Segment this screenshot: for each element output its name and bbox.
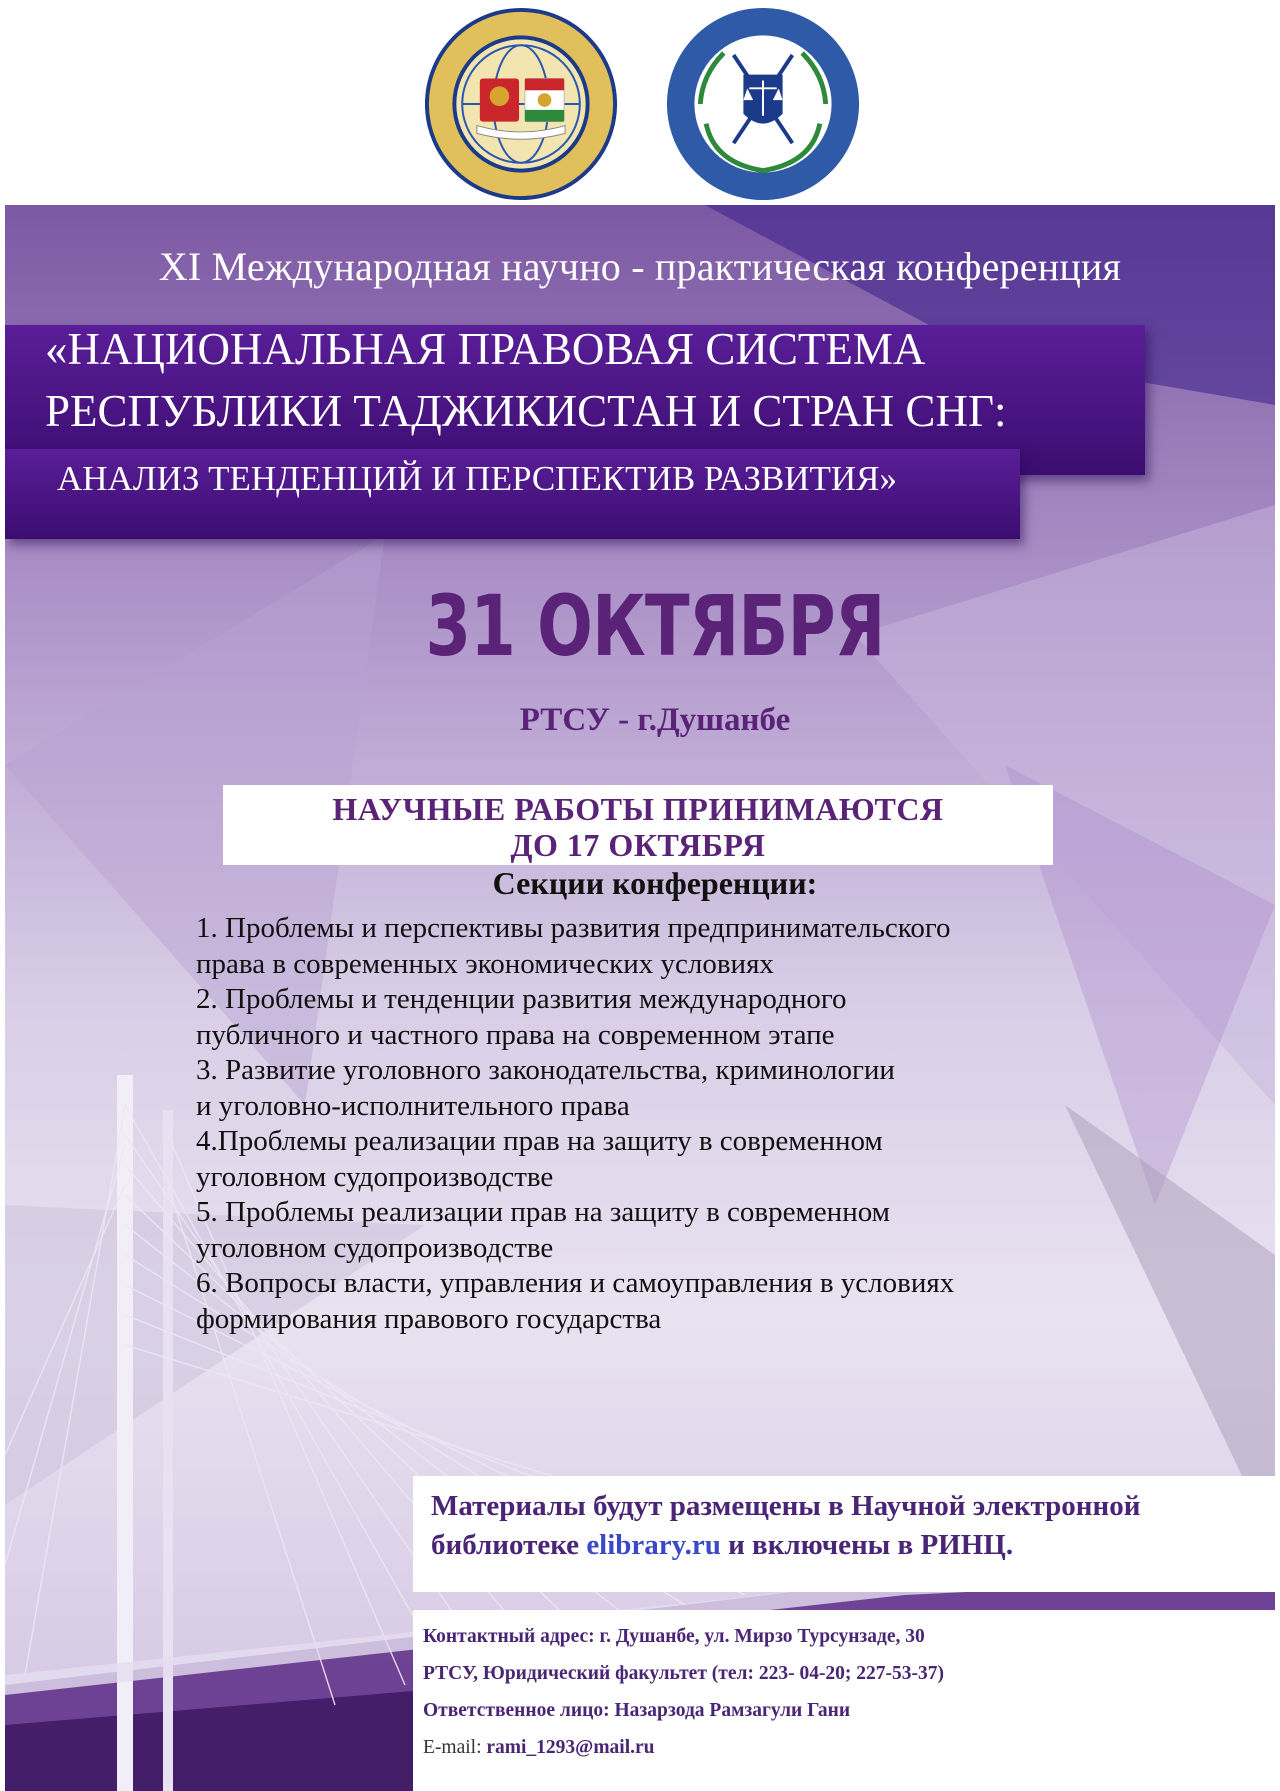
deadline-box bbox=[223, 785, 1053, 865]
law-faculty-emblem-logo bbox=[665, 6, 861, 202]
section-line: 3. Развитие уголовного законодательства, криминологии bbox=[196, 1054, 895, 1086]
section-line: формирования правового государства bbox=[196, 1302, 662, 1335]
contact-faculty: РТСУ, Юридический факультет (тел: 223- 04-20; 227-53-37) bbox=[423, 1663, 945, 1684]
theme-line-3: АНАЛИЗ ТЕНДЕНЦИЙ И ПЕРСПЕКТИВ РАЗВИТИЯ» bbox=[57, 459, 897, 498]
section-line: и уголовно-исполнительного права bbox=[196, 1089, 630, 1122]
conference-title: XI Международная научно - практическая конференция bbox=[158, 244, 1122, 289]
materials-prefix: библиотеке bbox=[431, 1529, 587, 1561]
contact-address: Контактный адрес: г. Душанбе, ул. Мирзо Турсунзаде, 30 bbox=[423, 1626, 925, 1647]
deadline-line-1: НАУЧНЫЕ РАБОТЫ ПРИНИМАЮТСЯ bbox=[332, 791, 944, 827]
section-line: 6. Вопросы власти, управления и самоуправления в условиях bbox=[196, 1267, 955, 1299]
law-faculty-emblem-icon bbox=[665, 6, 861, 202]
section-line: 2. Проблемы и тенденции развития международного bbox=[196, 983, 847, 1015]
contact-box bbox=[413, 1610, 1275, 1791]
event-place: РТСУ - г.Душанбе bbox=[519, 702, 791, 738]
deadline-line-2: ДО 17 ОКТЯБРЯ bbox=[510, 827, 766, 863]
contact-responsible: Ответственное лицо: Назарзода Рамзагули Гани bbox=[423, 1700, 851, 1721]
elibrary-link[interactable]: elibrary.ru bbox=[586, 1529, 721, 1561]
rtsu-emblem-logo bbox=[423, 6, 619, 202]
event-date: 31 ОКТЯБРЯ bbox=[425, 577, 885, 675]
theme-line-2: РЕСПУБЛИКИ ТАДЖИКИСТАН И СТРАН СНГ: bbox=[45, 386, 1007, 436]
section-line: уголовном судопроизводстве bbox=[196, 1231, 554, 1264]
section-line: 1. Проблемы и перспективы развития предпринимательского bbox=[196, 912, 951, 944]
email-link[interactable]: rami_1293@mail.ru bbox=[486, 1737, 655, 1758]
materials-suffix: и включены в РИНЦ. bbox=[720, 1529, 1014, 1561]
email-label: E-mail: bbox=[423, 1737, 487, 1758]
section-line: 4.Проблемы реализации прав на защиту в современном bbox=[196, 1125, 883, 1157]
logos-header bbox=[0, 0, 1280, 205]
materials-note bbox=[413, 1476, 1275, 1592]
section-line: права в современных экономических условиях bbox=[196, 947, 774, 980]
theme-line-1: «НАЦИОНАЛЬНАЯ ПРАВОВАЯ СИСТЕМА bbox=[45, 324, 926, 374]
materials-line-2 bbox=[431, 1526, 1275, 1565]
section-line: уголовном судопроизводстве bbox=[196, 1160, 554, 1193]
poster bbox=[5, 205, 1275, 1791]
materials-line-1: Материалы будут размещены в Научной электронной bbox=[431, 1490, 1141, 1522]
section-line: публичного и частного права на современном этапе bbox=[196, 1018, 835, 1051]
sections-list bbox=[196, 911, 1196, 1337]
sections-heading: Секции конференции: bbox=[492, 865, 818, 901]
rtsu-emblem-icon bbox=[423, 6, 619, 202]
contact-email-row bbox=[423, 1729, 1275, 1766]
section-line: 5. Проблемы реализации прав на защиту в современном bbox=[196, 1196, 891, 1228]
